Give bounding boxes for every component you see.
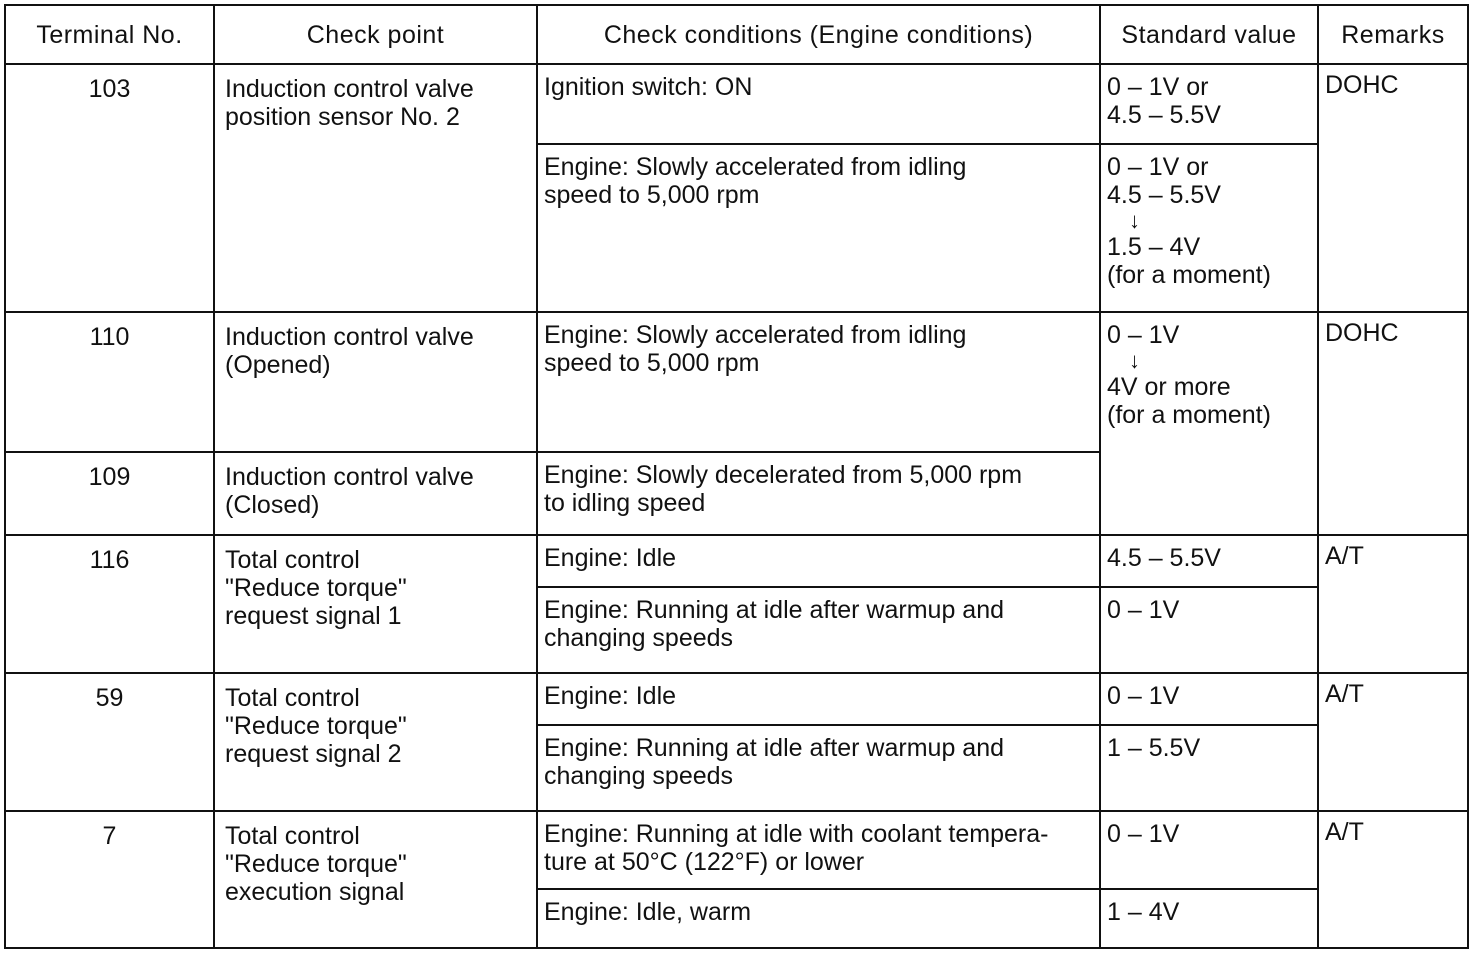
check-point-109: Induction control valve (Closed) [214,452,537,535]
table-row [5,673,1468,725]
condition-cell: Engine: Running at idle after warmup and changing speeds [537,725,1100,811]
value-cell: 0 – 1V [1100,587,1318,672]
value-cell: 0 – 1V ↓ 4V or more (for a moment) [1100,312,1318,535]
check-table [4,4,1469,949]
value-cell: 0 – 1V or 4.5 – 5.5V ↓ 1.5 – 4V (for a moment) [1100,144,1318,312]
terminal-103: 103 [5,64,214,312]
header-remarks: Remarks [1318,5,1468,64]
remarks-103: DOHC [1318,64,1468,312]
value-cell: 1 – 5.5V [1100,725,1318,811]
check-point-59: Total control "Reduce torque" request signal 2 [214,673,537,812]
table-row [5,312,1468,452]
value-cell: 0 – 1V [1100,673,1318,725]
condition-cell: Engine: Slowly decelerated from 5,000 rpm to idling speed [537,452,1100,535]
terminal-109: 109 [5,452,214,535]
value-cell: 1 – 4V [1100,889,1318,948]
value-cell: 0 – 1V [1100,811,1318,888]
condition-cell: Engine: Slowly accelerated from idling speed to 5,000 rpm [537,144,1100,312]
table-row [5,64,1468,144]
condition-cell: Engine: Running at idle with coolant tempera- ture at 50°C (122°F) or lower [537,811,1100,888]
terminal-110: 110 [5,312,214,452]
table-row [5,535,1468,587]
check-point-110: Induction control valve (Opened) [214,312,537,452]
remarks-116: A/T [1318,535,1468,673]
header-check-point: Check point [214,5,537,64]
check-point-103: Induction control valve position sensor No. 2 [214,64,537,312]
check-point-7: Total control "Reduce torque" execution signal [214,811,537,948]
table-row [5,811,1468,888]
condition-cell: Ignition switch: ON [537,64,1100,144]
condition-cell: Engine: Idle, warm [537,889,1100,948]
remarks-59: A/T [1318,673,1468,812]
down-arrow-icon: ↓ [1129,348,1140,374]
header-standard-value: Standard value [1100,5,1318,64]
header-check-conditions: Check conditions (Engine conditions) [537,5,1100,64]
condition-cell: Engine: Slowly accelerated from idling speed to 5,000 rpm [537,312,1100,452]
condition-cell: Engine: Idle [537,535,1100,587]
check-point-116: Total control "Reduce torque" request signal 1 [214,535,537,673]
remarks-7: A/T [1318,811,1468,948]
terminal-116: 116 [5,535,214,673]
condition-cell: Engine: Idle [537,673,1100,725]
header-row [5,5,1468,64]
remarks-110-109: DOHC [1318,312,1468,535]
terminal-59: 59 [5,673,214,812]
condition-cell: Engine: Running at idle after warmup and changing speeds [537,587,1100,672]
down-arrow-icon: ↓ [1129,208,1140,234]
value-cell: 0 – 1V or 4.5 – 5.5V [1100,64,1318,144]
terminal-7: 7 [5,811,214,948]
value-cell: 4.5 – 5.5V [1100,535,1318,587]
header-terminal: Terminal No. [5,5,214,64]
